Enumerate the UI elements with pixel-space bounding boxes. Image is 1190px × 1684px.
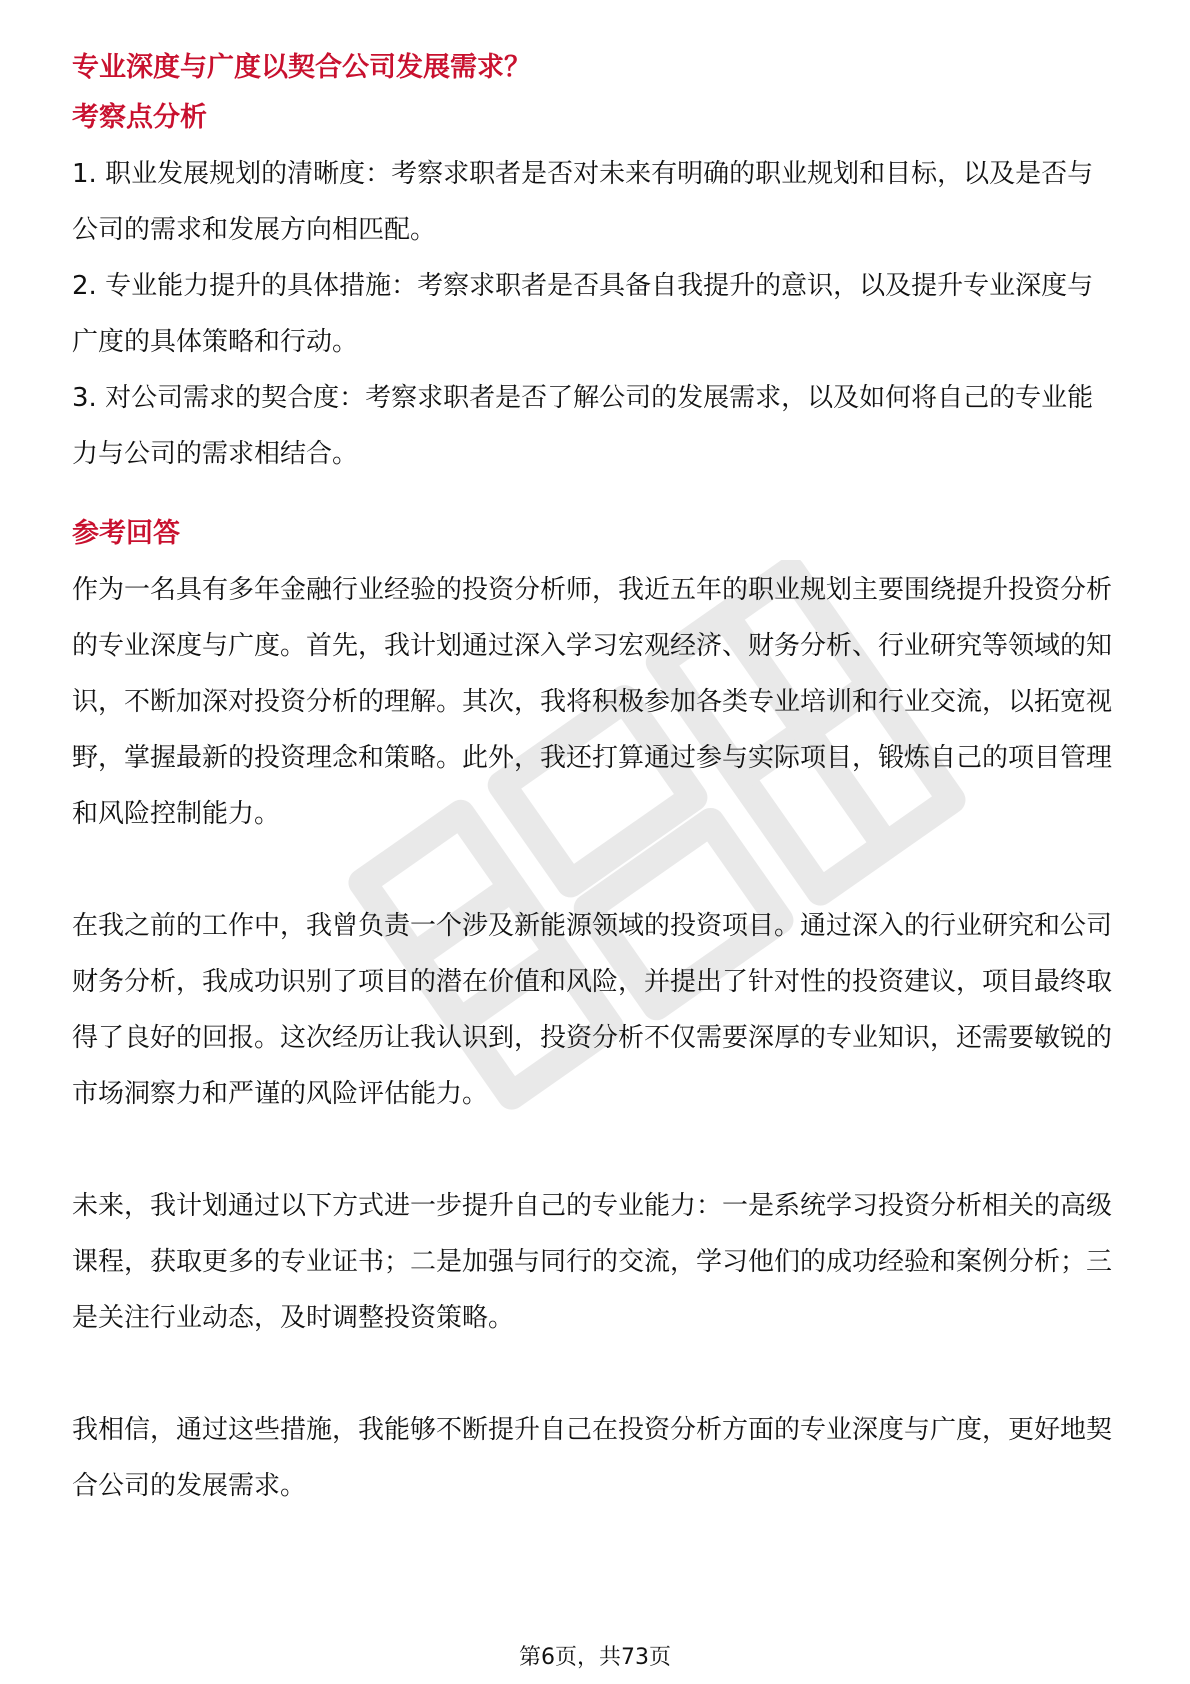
answer-paragraph-1: 作为一名具有多年金融行业经验的投资分析师，我近五年的职业规划主要围绕提升投资分析的专业深度与广度。首先，我计划通过深入学习宏观经济、财务分析、行业研究等领域的知识，不断加深对投资分析的理解。其次，我将积极参加各类专业培训和行业交流，以拓宽视野，掌握最新的投资理念和策略。此外，我还打算通过参与实际项目，锻炼自己的项目管理和风险控制能力。 — [72, 575, 1113, 829]
analysis-item-1: 1. 职业发展规划的清晰度：考察求职者是否对未来有明确的职业规划和目标，以及是否与公司的需求和发展方向相匹配。 — [72, 159, 1094, 245]
analysis-item-2: 2. 专业能力提升的具体措施：考察求职者是否具备自我提升的意识，以及提升专业深度与广度的具体策略和行动。 — [72, 271, 1094, 357]
answer-paragraph-4: 我相信，通过这些措施，我能够不断提升自己在投资分析方面的专业深度与广度，更好地契合公司的发展需求。 — [72, 1415, 1113, 1501]
question-title: 专业深度与广度以契合公司发展需求？ — [72, 52, 531, 83]
answer-heading: 参考回答 — [72, 518, 180, 549]
page-number: 第6页，共73页 — [519, 1645, 671, 1670]
answer-body — [72, 562, 1118, 1514]
document-page — [72, 48, 1118, 1514]
analysis-item-3: 3. 对公司需求的契合度：考察求职者是否了解公司的发展需求，以及如何将自己的专业能力与公司的需求相结合。 — [72, 383, 1094, 469]
analysis-heading: 考察点分析 — [72, 102, 207, 133]
answer-paragraph-3: 未来，我计划通过以下方式进一步提升自己的专业能力：一是系统学习投资分析相关的高级课程，获取更多的专业证书；二是加强与同行的交流，学习他们的成功经验和案例分析；三是关注行业动态，及时调整投资策略。 — [72, 1191, 1113, 1333]
analysis-list — [72, 146, 1118, 482]
answer-paragraph-2: 在我之前的工作中，我曾负责一个涉及新能源领域的投资项目。通过深入的行业研究和公司财务分析，我成功识别了项目的潜在价值和风险，并提出了针对性的投资建议，项目最终取得了良好的回报。这次经历让我认识到，投资分析不仅需要深厚的专业知识，还需要敏锐的市场洞察力和严谨的风险评估能力。 — [72, 911, 1113, 1109]
